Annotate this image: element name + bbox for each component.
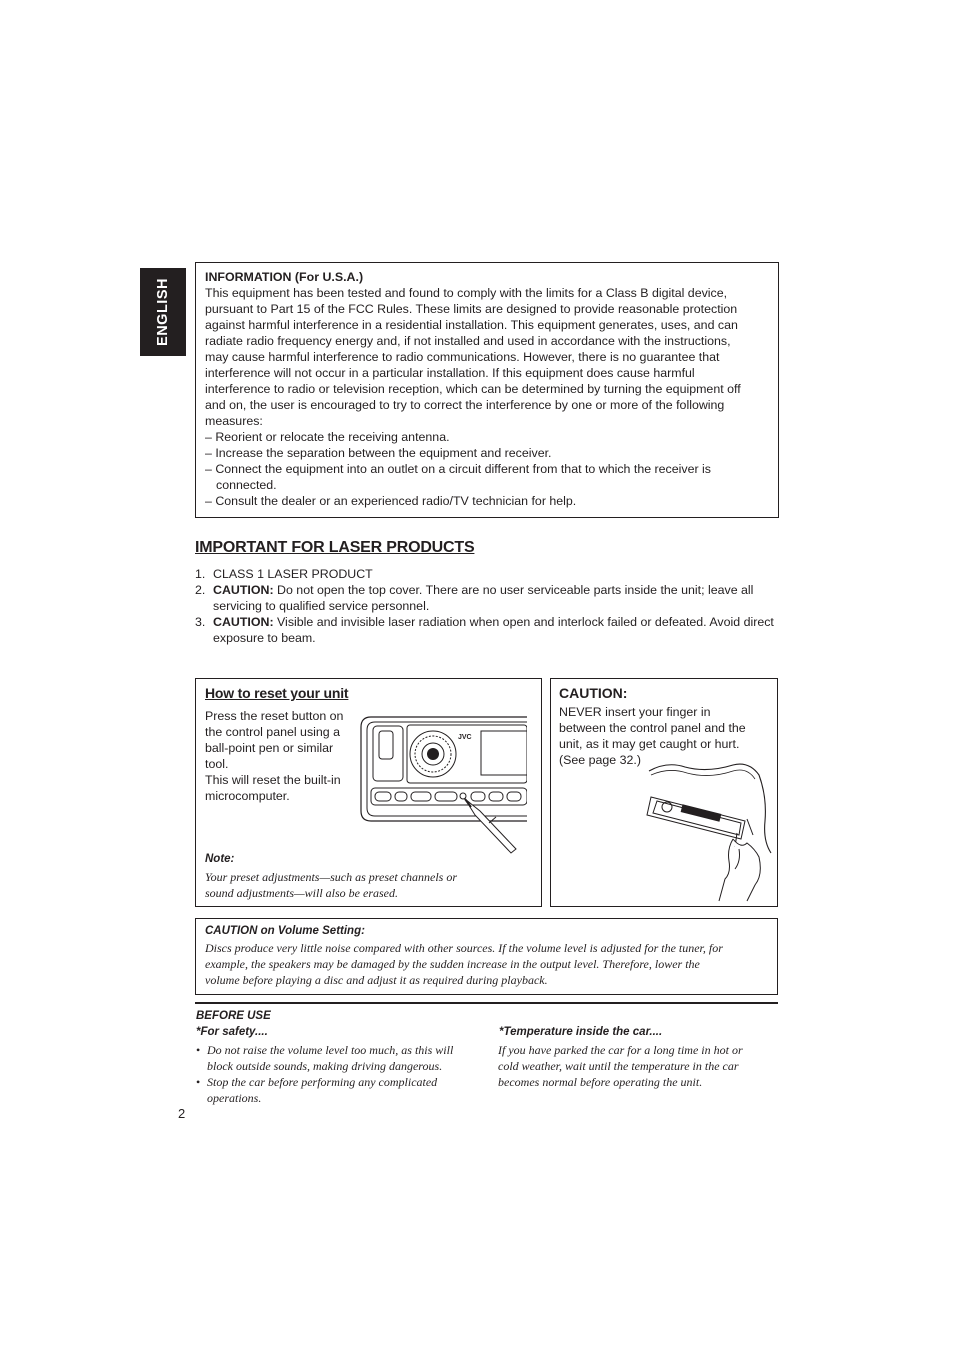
- info-line: measures:: [205, 414, 263, 428]
- reset-illustration: [359, 711, 527, 861]
- laser-list: [195, 566, 779, 646]
- caution-box: [550, 678, 778, 907]
- info-line: may cause harmful interference to radio communications. However, there is no guarantee that: [205, 350, 720, 364]
- caution-illustration: [637, 757, 777, 903]
- reset-body: Press the reset button on the control panel using a ball-point pen or similar tool. This will reset the built-in microcomputer.: [205, 709, 344, 803]
- info-body: [205, 285, 778, 429]
- brand-logo: JVC: [458, 734, 472, 741]
- note-label: Note:: [205, 853, 235, 865]
- caution-heading: CAUTION:: [559, 685, 628, 701]
- volume-caution-body: Discs produce very little noise compared with other sources. If the volume level is adjusted for the tuner, for example, the speakers may be damaged by the sudden increase in the output level. Therefore, lower the volume before playing a disc and adjust it as required during playback.: [205, 941, 723, 987]
- info-title: INFORMATION (For U.S.A.): [205, 270, 364, 284]
- safety-item: • Do not raise the volume level too much, as this will block outside sounds, making driving dangerous.: [196, 1043, 454, 1073]
- fcc-information-box: [195, 262, 779, 518]
- temperature-heading: *Temperature inside the car....: [499, 1026, 663, 1038]
- safety-list: [196, 1042, 486, 1106]
- laser-item: 1. CLASS 1 LASER PRODUCT: [195, 567, 373, 581]
- measure-item: – Consult the dealer or an experienced radio/TV technician for help.: [205, 494, 577, 508]
- language-tab-label: ENGLISH: [155, 278, 171, 346]
- volume-caution-heading: CAUTION on Volume Setting:: [205, 925, 365, 937]
- info-line: and on, the user is encouraged to try to correct the interference by one or more of the following: [205, 398, 725, 412]
- laser-item: 2. CAUTION: Do not open the top cover. There are no user serviceable parts inside the unit; leave all servicing to qualified service personnel.: [195, 583, 754, 613]
- temperature-body: If you have parked the car for a long time in hot or cold weather, wait until the temperature in the car becomes normal before operating the unit.: [498, 1043, 743, 1089]
- before-use-rule: [195, 1002, 778, 1004]
- reset-heading: How to reset your unit: [205, 685, 349, 701]
- volume-caution-box: [195, 918, 778, 995]
- safety-item: • Stop the car before performing any complicated operations.: [196, 1075, 438, 1105]
- info-line: This equipment has been tested and found to comply with the limits for a Class B digital device,: [205, 286, 728, 300]
- language-tab: [140, 268, 186, 356]
- info-line: pursuant to Part 15 of the FCC Rules. These limits are designed to provide reasonable protection: [205, 302, 738, 316]
- safety-heading: *For safety....: [196, 1026, 268, 1038]
- measure-item: – Connect the equipment into an outlet on a circuit different from that to which the receiver is connected.: [205, 462, 712, 492]
- laser-heading: IMPORTANT FOR LASER PRODUCTS: [195, 539, 475, 556]
- page-number: 2: [178, 1106, 186, 1121]
- info-line: interference to radio or television reception, which can be determined by turning the equipment off: [205, 382, 741, 396]
- caution-body: NEVER insert your finger in between the control panel and the unit, as it may get caught or hurt. (See page 32.): [559, 705, 746, 767]
- note-text: Your preset adjustments—such as preset channels or sound adjustments—will also be erased.: [205, 870, 457, 900]
- info-line: radiate radio frequency energy and, if not installed and used in accordance with the instructions,: [205, 334, 731, 348]
- info-line: interference will not occur in a particular installation. If this equipment does cause harmful: [205, 366, 695, 380]
- reset-box: [195, 678, 542, 907]
- before-use-heading: BEFORE USE: [196, 1010, 271, 1022]
- info-line: against harmful interference in a residential installation. This equipment generates, uses, and can: [205, 318, 738, 332]
- laser-item: 3. CAUTION: Visible and invisible laser radiation when open and interlock failed or defeated. Avoid direct exposure to beam.: [195, 615, 774, 645]
- measure-item: – Increase the separation between the equipment and receiver.: [205, 446, 552, 460]
- info-measures: [205, 429, 745, 509]
- measure-item: – Reorient or relocate the receiving antenna.: [205, 430, 450, 444]
